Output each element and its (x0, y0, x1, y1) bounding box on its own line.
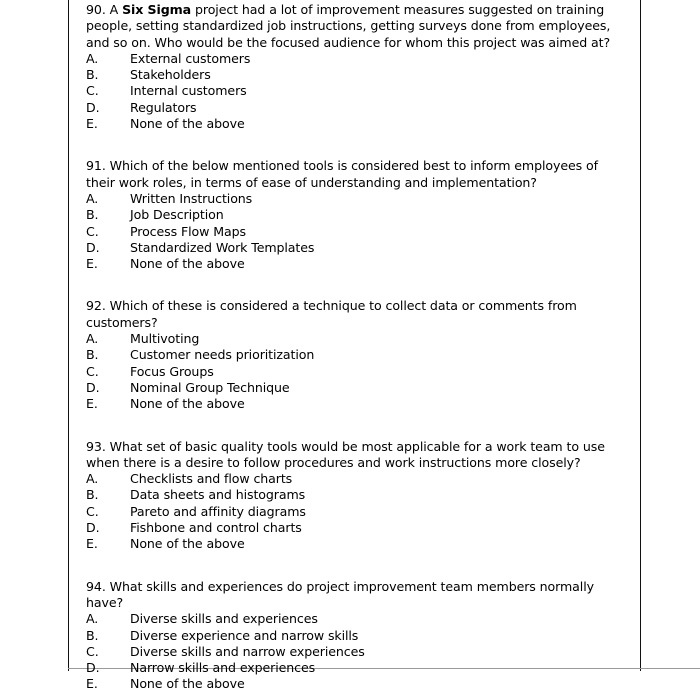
right-border (640, 0, 641, 671)
option: C. Pareto and affinity diagrams (86, 503, 306, 519)
question-text: 93. What set of basic quality tools would be most applicable for a work team to use when there is a desire to follow procedures and work instructions more closely? (86, 438, 605, 470)
option: E. None of the above (86, 116, 245, 132)
option: E. None of the above (86, 676, 245, 692)
question-91 (86, 158, 622, 272)
option: E. None of the above (86, 256, 245, 272)
option: D. Fishbone and control charts (86, 520, 302, 536)
question-document (86, 0, 622, 693)
option: B. Stakeholders (86, 67, 211, 83)
option: C. Focus Groups (86, 363, 214, 379)
question-text: 94. What skills and experiences do project improvement team members normally have? (86, 578, 594, 610)
option: A. Diverse skills and experiences (86, 611, 318, 627)
question-93 (86, 439, 622, 553)
left-border (68, 0, 69, 671)
question-92 (86, 298, 622, 412)
option: D. Nominal Group Technique (86, 379, 290, 395)
option: E. None of the above (86, 396, 245, 412)
option: D. Standardized Work Templates (86, 239, 315, 255)
question-text: 92. Which of these is considered a technique to collect data or comments from customers? (86, 298, 577, 330)
six-sigma-bold: Six Sigma (122, 2, 192, 17)
option: B. Diverse experience and narrow skills (86, 627, 359, 643)
option: C. Diverse skills and narrow experiences (86, 643, 365, 659)
option: B. Data sheets and histograms (86, 487, 306, 503)
option: A. External customers (86, 50, 251, 66)
option: A. Checklists and flow charts (86, 471, 293, 487)
question-text: 91. Which of the below mentioned tools is considered best to inform employees of their work roles, in terms of ease of understanding and implementation? (86, 158, 598, 190)
option: C. Process Flow Maps (86, 223, 246, 239)
option: B. Job Description (86, 207, 224, 223)
option: A. Written Instructions (86, 190, 253, 206)
question-90 (86, 2, 622, 132)
option: D. Narrow skills and experiences (86, 660, 316, 676)
question-94 (86, 579, 622, 693)
option: E. None of the above (86, 536, 245, 552)
option: C. Internal customers (86, 83, 247, 99)
question-text: 90. A Six Sigma project had a lot of improvement measures suggested on training people, setting standardized job instructions, getting surveys done from employees, and so on. Who would be the focused audience for whom this project was aimed at? (86, 2, 611, 50)
option: A. Multivoting (86, 331, 200, 347)
option: B. Customer needs prioritization (86, 347, 315, 363)
option: D. Regulators (86, 99, 197, 115)
